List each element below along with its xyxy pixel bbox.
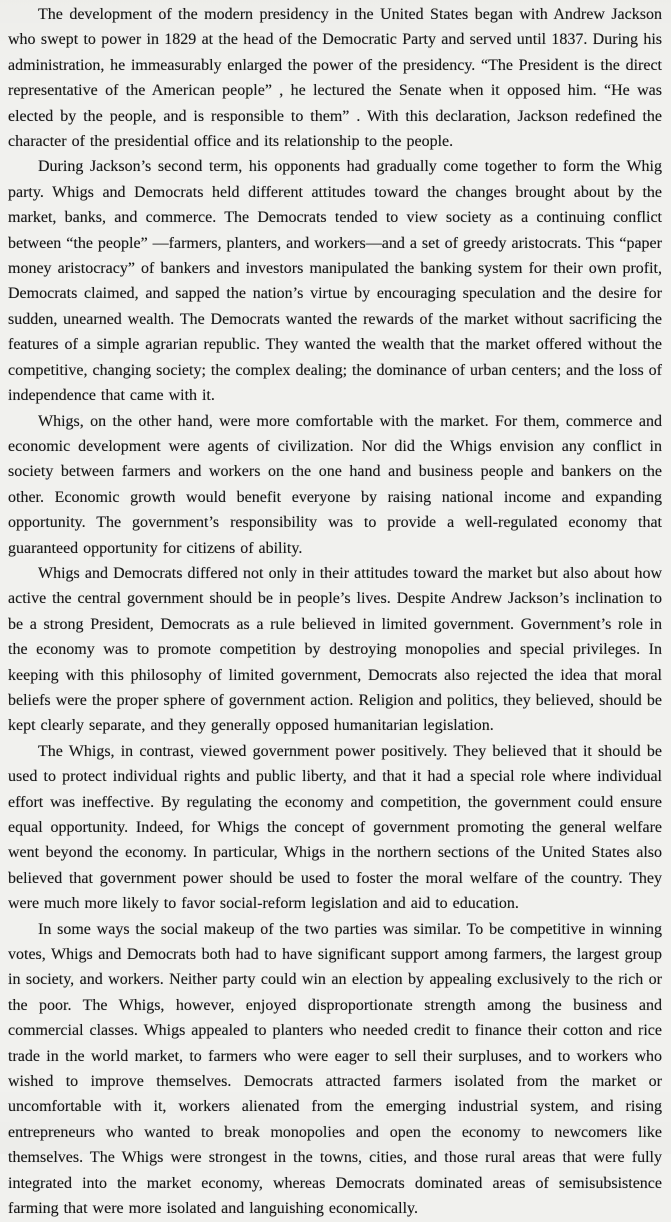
paragraph: During Jackson’s second term, his opponents had gradually come together to form the Whig party. Whigs and Democrats held different attitudes toward the changes brought about by the market, banks, and commerce. The Democrats tended to view society as a continuing conflict between “the people” —farmers, planters, and workers—and a set of greedy aristocrats. This “paper money aristocracy” of bankers and investors manipulated the banking system for their own profit, Democrats claimed, and sapped the nation’s virtue by encouraging speculation and the desire for sudden, unearned wealth. The Democrats wanted the rewards of the market without sacrificing the features of a simple agrarian republic. They wanted the wealth that the market offered without the competitive, changing society; the complex dealing; the dominance of urban centers; and the loss of independence that came with it. bbox=[8, 158, 662, 405]
paragraph: The Whigs, in contrast, viewed government power positively. They believed that it should be used to protect individual rights and public liberty, and that it had a special role where individual effort was ineffective. By regulating the economy and competition, the government could ensure equal opportunity. Indeed, for Whigs the concept of government promoting the general welfare went beyond the economy. In particular, Whigs in the northern sections of the United States also believed that government power should be used to foster the moral welfare of the country. They were much more likely to favor social-reform legislation and aid to education. bbox=[8, 742, 662, 913]
paragraph: In some ways the social makeup of the two parties was similar. To be competitive in winning votes, Whigs and Democrats both had to have significant support among farmers, the largest group in society, and workers. Neither party could win an election by appealing exclusively to the rich or the poor. The Whigs, however, enjoyed disproportionate strength among the business and commercial classes. Whigs appealed to planters who needed credit to finance their cotton and rice trade in the world market, to farmers who were eager to sell their surpluses, and to workers who wished to improve themselves. Democrats attracted farmers isolated from the market or uncomfortable with it, workers alienated from the emerging industrial system, and rising entrepreneurs who wanted to break monopolies and open the economy to newcomers like themselves. The Whigs were strongest in the towns, cities, and those rural areas that were fully integrated into the market economy, whereas Democrats dominated areas of semisubsistence farming that were more isolated and languishing economically. bbox=[8, 920, 662, 1218]
paragraph: Whigs and Democrats differed not only in their attitudes toward the market but also about how active the central government should be in people’s lives. Despite Andrew Jackson’s inclination to be a strong President, Democrats as a rule believed in limited government. Government’s role in the economy was to promote competition by destroying monopolies and special privileges. In keeping with this philosophy of limited government, Democrats also rejected the idea that moral beliefs were the proper sphere of government action. Religion and politics, they believed, should be kept clearly separate, and they generally opposed humanitarian legislation. bbox=[8, 564, 662, 735]
paragraph: Whigs, on the other hand, were more comfortable with the market. For them, commerce and economic development were agents of civilization. Nor did the Whigs envision any conflict in society between farmers and workers on the one hand and business people and bankers on the other. Economic growth would benefit everyone by raising national income and expanding opportunity. The government’s responsibility was to provide a well-regulated economy that guaranteed opportunity for citizens of ability. bbox=[8, 412, 662, 557]
paragraph: The development of the modern presidency in the United States began with Andrew Jackson who swept to power in 1829 at the head of the Democratic Party and served until 1837. During his administration, he immeasurably enlarged the power of the presidency. “The President is the direct representative of the American people” , he lectured the Senate when it opposed him. “He was elected by the people, and is responsible to them” . With this declaration, Jackson redefined the character of the presidential office and its relationship to the people. bbox=[8, 6, 662, 151]
